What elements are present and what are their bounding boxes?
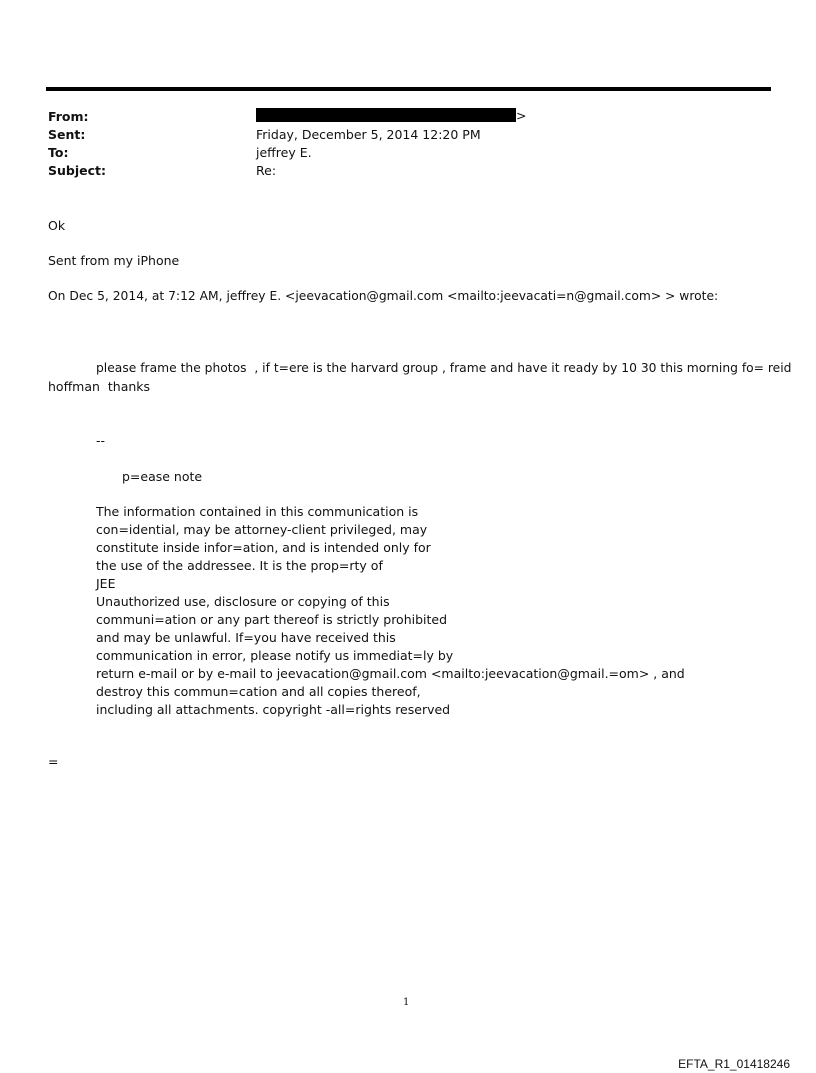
page-number: 1 — [403, 997, 410, 1008]
trailer-text: = — [48, 754, 59, 769]
disclaimer-line: con=idential, may be attorney-client privileged, may — [96, 522, 428, 537]
to-value: jeffrey E. — [256, 145, 312, 160]
subject-label: Subject: — [48, 163, 106, 178]
quote-intro: On Dec 5, 2014, at 7:12 AM, jeffrey E. <jeevacation@gmail.com <mailto:jeevacati=n@gmail.com> > wrote: — [48, 289, 719, 303]
sent-label: Sent: — [48, 127, 86, 142]
signature-text: Sent from my iPhone — [48, 253, 180, 268]
subject-value: Re: — [256, 163, 277, 178]
to-label: To: — [48, 145, 69, 160]
header-rule — [46, 87, 771, 91]
disclaimer-line: Unauthorized use, disclosure or copying of this — [96, 594, 390, 609]
disclaimer-line: the use of the addressee. It is the prop=rty of — [96, 558, 383, 573]
reply-text: Ok — [48, 218, 66, 233]
sent-value: Friday, December 5, 2014 12:20 PM — [256, 127, 481, 142]
from-label: From: — [48, 109, 89, 124]
from-suffix: > — [516, 108, 527, 123]
from-value — [256, 108, 526, 123]
document-id: EFTA_R1_01418246 — [678, 1057, 790, 1071]
disclaimer-line: JEE — [96, 576, 116, 591]
disclaimer-line: including all attachments. copyright -all=rights reserved — [96, 702, 451, 717]
disclaimer-line: destroy this commun=cation and all copies thereof, — [96, 684, 421, 699]
redaction-box — [256, 108, 516, 122]
disclaimer-line: constitute inside infor=ation, and is intended only for — [96, 540, 431, 555]
disclaimer-line: communi=ation or any part thereof is strictly prohibited — [96, 612, 448, 627]
disclaimer-line: communication in error, please notify us immediat=ly by — [96, 648, 454, 663]
message-line-2: hoffman thanks — [48, 379, 151, 394]
separator: -- — [96, 433, 106, 448]
disclaimer-line: return e-mail or by e-mail to jeevacation@gmail.com <mailto:jeevacation@gmail.=om> , and — [96, 666, 685, 681]
note-text: p=ease note — [122, 469, 203, 484]
disclaimer-line: The information contained in this communication is — [96, 504, 419, 519]
disclaimer-line: and may be unlawful. If=you have received this — [96, 630, 396, 645]
message-line-1: please frame the photos , if t=ere is the harvard group , frame and have it ready by 10 30 this morning fo= reid — [96, 361, 792, 375]
